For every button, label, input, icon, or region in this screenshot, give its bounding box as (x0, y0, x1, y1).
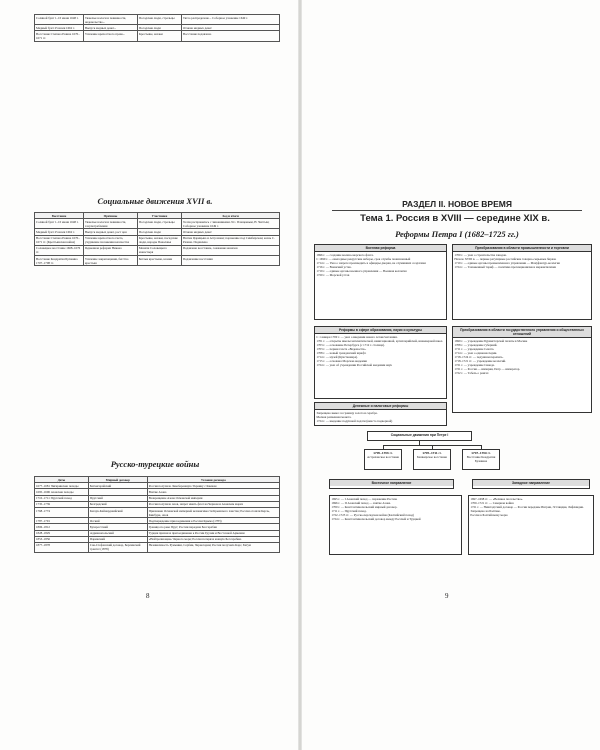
list-line: С 1 января 1700 г. — указ о введении нового летоисчисления. (316, 334, 398, 339)
table-cell: 1853–1856 (35, 536, 89, 542)
table-cell: Ясский (88, 518, 147, 524)
money-reform-title: Денежные и налоговые реформы (315, 403, 446, 410)
list-line: 1696 г. — создание военно-морского флота. (316, 252, 374, 257)
section-heading: РАЗДЕЛ II. НОВОЕ ВРЕМЯ (332, 199, 582, 211)
movement-name: Астраханское восстание (366, 455, 400, 459)
movement-bashkir (413, 449, 451, 470)
list-line: 1697–1698 гг. — «Великое посольство». (470, 497, 524, 501)
table-cell: Посадские люди (137, 229, 181, 235)
table-cell: Граница по реке Прут; России передана Бессарабия (147, 524, 279, 530)
table-cell: 1710–1711 Прутский поход (35, 495, 89, 501)
list-line: 1699 г. — учреждение Бурмистерской палаты в Москве (454, 338, 528, 343)
table-row (35, 219, 280, 229)
table-cell: Белградский (88, 501, 147, 507)
table-cell: Усиление крепостного права... (84, 31, 138, 41)
table-row (35, 31, 280, 41)
table-cell: Россия получила Левобережную Украину с Киевом (147, 483, 279, 489)
table-cell: Адрианопольский (88, 530, 147, 536)
table-cell: Посадские люди, стрельцы (137, 219, 181, 229)
table-cell: 1806–1812 (35, 524, 89, 530)
west-direction-list (469, 496, 593, 518)
economy-title: Преобразования в области промышленности и торговли (453, 245, 591, 252)
table-cell: 1677–1681 Чигиринские походы (35, 483, 89, 489)
list-line: 1714 г. — музей (Кунсткамера). (316, 355, 358, 360)
list-line: 1700 г. — Константинопольский мирный договор. (331, 505, 398, 510)
table-cell: Выпуск медных денег... (84, 25, 138, 31)
table-cell: Усиление закрепощения, бегство крестьян (84, 255, 138, 265)
table-cell: Сан-Стефанский договор, Берлинский трактат (1878) (88, 542, 147, 552)
list-line: 1721 г. — Россия — империя, Петр — император. (454, 367, 521, 372)
table-row (35, 235, 280, 245)
table-cell: Восстание Степана Разина 1670–1671 гг. (Крестьянская война) (35, 235, 84, 245)
table-cell: Отмена медных денег (181, 229, 279, 235)
table-row (35, 15, 280, 25)
list-line: 1708 г. — новый гражданский шрифт. (316, 350, 367, 355)
right-page (302, 0, 600, 750)
west-direction-title: Западное направление (473, 480, 589, 486)
table-cell: Посадские люди (137, 25, 181, 31)
list-line: 1695 г. — I Азовский поход — поражение России. (331, 497, 398, 501)
east-direction-title: Восточное направление (330, 480, 453, 486)
list-line: 1721 г. — учреждение Синода. (454, 363, 495, 368)
list-line: 1716 г. — Воинский устав. (316, 264, 352, 269)
list-line: 1718–1721 гг. — учреждение коллегий. (454, 359, 506, 364)
table-cell: Выпуск медных денег, рост цен (84, 229, 138, 235)
column-header: Ход и итоги (181, 213, 279, 219)
list-line: С 1699 г. — ежегодные рекрутские наборы, срок службы пожизненный (316, 256, 411, 261)
culture-list (315, 334, 446, 369)
list-line: 1722–1723 гг. — Русско-персидская война (Каспийский поход) (331, 513, 414, 518)
list-line: 1703 г. — первая газета «Ведомости». (316, 346, 367, 351)
movement-dates: 1705–1711 гг. (422, 451, 442, 455)
table-cell: Кючук-Кайнарджийский (88, 507, 147, 517)
column-header: Причины (84, 213, 138, 219)
list-line: 1719 г. — единые органы промышленного управления — Мануфактур-коллегия (454, 260, 560, 265)
list-line: Россия к Балтийскому морю (470, 513, 508, 518)
wars-table (34, 476, 280, 553)
list-line: Начало XVIII в. — первые регулярные российские товарно-сырьевые биржи. (454, 256, 557, 261)
list-line: 1724 г. — указ об учреждении Российской академии наук (316, 363, 392, 368)
table-cell: Россия получила Азов, запрет иметь флот на Черном и Азовском морях (147, 501, 279, 507)
table-cell: «Нейтрализация» Черного моря; Россия потеряла южную Бессарабию (147, 536, 279, 542)
column-header: Даты (35, 477, 89, 483)
culture-box (314, 326, 447, 399)
west-direction-box (468, 495, 594, 555)
list-line: 1700 г. — указ о строительстве заводов. (454, 252, 507, 257)
list-line: Запрещено вывоз за границу золота и серебра. (316, 410, 378, 415)
table-cell: 1787–1791 (35, 518, 89, 524)
list-line: 1719 г. — единые органы военного управления — Военная коллегия (316, 268, 407, 273)
west-direction-title-box (472, 479, 590, 489)
list-line: 1724 г. — Константинопольский договор между Россией и Турцией (331, 517, 421, 522)
list-line: 1721 г. — Ништадтский договор — России переданы Ингрия, Эстляндия, Лифляндия. (470, 505, 584, 510)
list-line: 1724 г. — введение подушной подати (вместо подворной) (316, 418, 393, 423)
table-cell: Возвращение Азова Османской империи (147, 495, 279, 501)
table-cell: Подавление восстания (181, 255, 279, 265)
east-direction-box (329, 495, 462, 555)
military-reform-title: Военная реформа (315, 245, 446, 252)
table-cell: Усиление крепостного гнета, ухудшение положения казачества (84, 235, 138, 245)
list-line: 1714 г. — указ о единонаследии. (454, 350, 498, 355)
column-header: Условия договора (147, 477, 279, 483)
list-line: 1722 г. — Табель о рангах (454, 371, 489, 376)
table-cell: Бахчисарайский (88, 483, 147, 489)
list-line: 1708 г. — учреждение губерний. (454, 342, 498, 347)
list-line: 1718–1724 гг. — подушная перепись. (454, 354, 504, 359)
wars-title: Русско-турецкие войны (110, 459, 200, 469)
table-cell: Толпа расправилась с чиновниками Л.С. Плещеевым, Н. Чистым; Соборное уложение 1649 г. (181, 219, 279, 229)
state-reform-box (452, 326, 592, 413)
table-cell: Беглые крестьяне, казаки (137, 255, 181, 265)
reforms-heading: Реформы Петра I (1682–1725 гг.) (395, 229, 519, 239)
topic-heading: Тема 1. Россия в XVIII — середине XIX в. (360, 213, 550, 224)
table-cell: Тяжелые налоги и повинности, недовольство... (84, 15, 138, 25)
page-number-left: 8 (146, 592, 150, 600)
column-header: Мирный договор (88, 477, 147, 483)
list-line: 1711 г. — учреждение Сената. (454, 346, 495, 351)
continuation-table (34, 14, 280, 42)
table-cell: Соляной бунт 1–10 июня 1648 г. (35, 15, 84, 25)
table-cell: 1695–1696 Азовские походы (35, 489, 89, 495)
table-cell: Признание Османской империей независимости Крымского ханства; России отошли Керчь, Кинбурн, Азов (147, 507, 279, 517)
table-cell: Прутский (88, 495, 147, 501)
list-line: 1715 г. — основана Морская академия (316, 359, 367, 364)
money-reform-list (315, 410, 446, 424)
movement-dates: 1707–1709 гг. (471, 451, 491, 455)
list-line: 1701 г. — открыты школы математической, навигационной, артиллерийской, инженерной школ. (316, 338, 444, 343)
table-cell: Взятие Азова (147, 489, 279, 495)
east-direction-list (330, 496, 461, 523)
table-cell: Крестьяне, казаки, посадские люди, народы Поволжья (137, 235, 181, 245)
movement-name: Восстание Кондратия Булавина (466, 455, 496, 463)
east-direction-title-box (329, 479, 454, 489)
table-cell: Восстание Степана Разина 1670–1671 гг. (35, 31, 84, 41)
table-cell: Взятие Царицына и Астрахани; поражение под Симбирском; казнь С. Разина. Подавлено (181, 235, 279, 245)
table-cell: Бухарестский (88, 524, 147, 530)
table-cell: Крестьяне, казаки (137, 31, 181, 41)
table-cell: Тягло распределено... Соборное уложение 1649 г. (181, 15, 279, 25)
column-header: Восстание (35, 213, 84, 219)
uprisings-table (34, 212, 280, 266)
table-row (35, 255, 280, 265)
table-cell: Подавлено восстание, сожжение монахов (181, 245, 279, 255)
table-row (35, 542, 280, 552)
military-reform-box (314, 244, 447, 320)
state-reform-title: Преобразования в области государственного управления и общественных отношений (453, 327, 591, 338)
table-cell: Отмена медных денег (181, 25, 279, 31)
table-cell: Восстание подавлено (181, 31, 279, 41)
list-line: Мелкая разменная монета. (316, 414, 352, 419)
culture-title: Реформы в сфере образования, науки и культуры (315, 327, 446, 334)
table-cell: Соляной бунт 1–10 июня 1648 г. (35, 219, 84, 229)
state-reform-list (453, 338, 591, 377)
table-cell: Медный бунт 25 июля 1662 г. (35, 229, 84, 235)
list-line: 1714 г. — Указ о запрете производить в офицеры дворян, не служивших солдатами (316, 260, 426, 265)
economy-list (453, 252, 591, 270)
table-cell: Парижский (88, 536, 147, 542)
money-reform-box (314, 402, 447, 426)
list-line: 1711 г. — Прутский поход. (331, 509, 367, 514)
movement-dates: 1705–1706 гг. (373, 451, 393, 455)
table-cell: Подтверждение присоединения к России Крыма (1783) (147, 518, 279, 524)
movement-astrakhan (364, 449, 402, 470)
movements-title-box (367, 431, 472, 441)
list-line: 1720 г. — Морской устав (316, 273, 350, 278)
list-line: 1703 г. — основание Петербурга (с 1712 г. столица). (316, 342, 385, 347)
table-row (35, 245, 280, 255)
table-cell: Турция признала присоединение к России Грузии и Восточной Армении (147, 530, 279, 536)
table-cell: Посадские люди, стрельцы (137, 15, 181, 25)
list-line: Запрещено на Балтике. (470, 509, 501, 514)
table-row (35, 507, 280, 517)
economy-box (452, 244, 592, 320)
table-cell: 1828–1829 (35, 530, 89, 536)
table-cell: Независимость Румынии, Сербии, Черногории; Россия получила Карс, Батум (147, 542, 279, 552)
list-line: 1696 г. — II Азовский поход — взятие Азова. (331, 501, 391, 506)
table-cell: 1735–1739 (35, 501, 89, 507)
table-cell: Медный бунт 25 июля 1662 г. (35, 25, 84, 31)
movement-bulavin (462, 449, 500, 470)
table-cell: 1877–1878 (35, 542, 89, 552)
list-line: 1724 г. — Таможенный тариф — политика протекционизма и меркантилизма (454, 264, 557, 269)
column-header: Участники (137, 213, 181, 219)
table-cell: Монахи Соловецкого монастыря (137, 245, 181, 255)
military-reform-list (315, 252, 446, 279)
table-cell: 1768–1774 (35, 507, 89, 517)
table-cell: Восстание Кондратия Булавина 1707–1708 гг. (35, 255, 84, 265)
table-cell: Соловецкое восстание 1668–1676 гг. (35, 245, 84, 255)
table-cell: Церковная реформа Никона (84, 245, 138, 255)
left-page (0, 0, 298, 750)
page-number-right: 9 (445, 592, 449, 600)
movement-name: Башкирское восстание (417, 455, 447, 459)
movements-title: Социальные движения при Петре I (368, 432, 471, 438)
uprisings-title: Социальные движения XVII в. (97, 196, 213, 206)
table-cell: Тяжелые налоги и повинности, злоупотребления (84, 219, 138, 229)
list-line: 1700–1721 гг. — Северная война: (470, 501, 515, 506)
